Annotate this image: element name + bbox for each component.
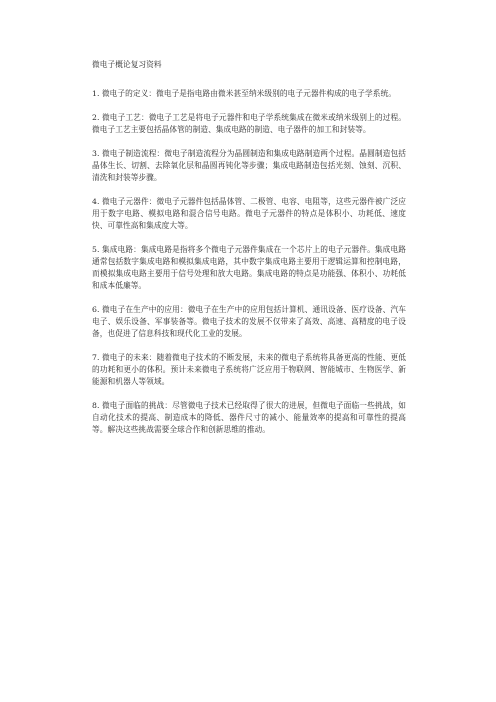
paragraph-future: 7. 微电子的未来：随着微电子技术的不断发展，未来的微电子系统将具备更高的性能、更低的功耗和更小的体积。预计未来微电子系统将广泛应用于物联网、智能城市、生物医学、新能源和机器人等领域。 (92, 353, 406, 386)
paragraph-applications: 6. 微电子在生产中的应用：微电子在生产中的应用包括计算机、通讯设备、医疗设备、汽车电子、娱乐设备、军事装备等。微电子技术的发展不仅带来了高效、高速、高精度的电子设备，也促进了信息科技和现代化工业的发展。 (92, 305, 406, 338)
paragraph-manufacturing-flow: 3. 微电子制造流程：微电子制造流程分为晶圆制造和集成电路制造两个过程。晶圆制造包括晶体生长、切割、去除氧化层和晶圆再钝化等步骤；集成电路制造包括光刻、蚀刻、沉积、清洗和封装等步骤。 (92, 149, 406, 182)
document-body (92, 59, 406, 436)
paragraph-process: 2. 微电子工艺：微电子工艺是将电子元器件和电子学系统集成在微米或纳米级别上的过程。微电子工艺主要包括晶体管的制造、集成电路的制造、电子器件的加工和封装等。 (92, 113, 406, 134)
paragraph-definition: 1. 微电子的定义：微电子是指电路由微米甚至纳米级别的电子元器件构成的电子学系统。 (92, 89, 396, 98)
paragraph-components: 4. 微电子元器件：微电子元器件包括晶体管、二极管、电容、电阻等，这些元器件被广泛应用于数字电路、模拟电路和混合信号电路。微电子元器件的特点是体积小、功耗低、速度快、可靠性高和集成度大等。 (92, 197, 406, 230)
document-title: 微电子概论复习资料 (92, 60, 162, 69)
paragraph-challenges: 8. 微电子面临的挑战：尽管微电子技术已经取得了很大的进展，但微电子面临一些挑战，如自动化技术的提高、制造成本的降低、器件尺寸的减小、能量效率的提高和可靠性的提高等。解决这些挑战需要全球合作和创新思维的推动。 (92, 401, 406, 434)
paragraph-integrated-circuits: 5. 集成电路：集成电路是指将多个微电子元器件集成在一个芯片上的电子元器件。集成电路通常包括数字集成电路和模拟集成电路，其中数字集成电路主要用于逻辑运算和控制电路，而模拟集成电路主要用于信号处理和放大电路。集成电路的特点是功能强、体积小、功耗低和成本低廉等。 (92, 245, 406, 290)
